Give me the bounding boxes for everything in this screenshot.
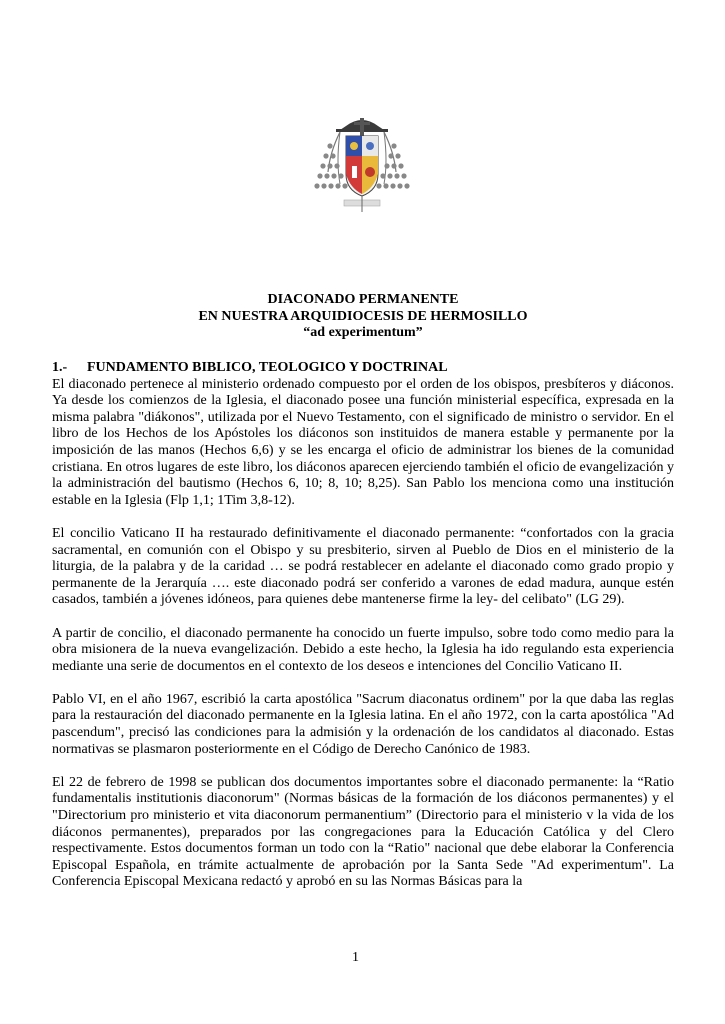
- document-body: [52, 360, 674, 908]
- paragraph: Pablo VI, en el año 1967, escribió la carta apostólica "Sacrum diaconatus ordinem" por la que daba las reglas para la restauración del diaconado permanente en la Iglesia latina. En el año 1972, con la carta apostólica "Ad pascendum", precisó las condiciones para la admisión y la ordenación de los candidatos al diaconado. Estas normativas se plasmaron posteriormente en el Código de Derecho Canónico de 1983.: [52, 691, 674, 757]
- paragraph: El 22 de febrero de 1998 se publican dos documentos importantes sobre el diaconado permanente: la “Ratio fundamentalis institutionis diaconorum" (Normas básicas de la formación de los diáconos permanentes) y el "Directorium pro ministerio et vita diaconorum permanentium” (Directorio para el ministerio v la vida de los diáconos permanentes), preparados por las congregaciones para la Educación Católica y del Clero respectivamente. Estos documentos forman un todo con la “Ratio" nacional que debe elaborar la Conferencia Episcopal Española, en trámite actualmente de aprobación por la Santa Sede "Ad experimentum". La Conferencia Episcopal Mexicana redactó y aprobó en su las Normas Básicas para la: [52, 774, 674, 890]
- section-number: 1.-: [52, 360, 68, 375]
- paragraph: El concilio Vaticano II ha restaurado definitivamente el diaconado permanente: “confortados con la gracia sacramental, en comunión con el Obispo y su presbiterio, sirven al Pueblo de Dios en el ministerio de la liturgia, de la palabra y de la caridad … se podrá restablecer en adelante el diaconado como grado propio y permanente de la Jerarquía …. este diaconado podrá ser conferido a varones de edad madura, aunque estén casados, también a jóvenes idóneos, para quienes debe mantenerse firme la ley- del celibato" (LG 29).: [52, 525, 674, 608]
- archdiocese-coat-of-arms-icon: [306, 112, 418, 224]
- title-line-2: EN NUESTRA ARQUIDIOCESIS DE HERMOSILLO: [198, 308, 528, 324]
- document-title: [52, 292, 674, 342]
- section-heading: [52, 360, 674, 377]
- paragraph: A partir de concilio, el diaconado permanente ha conocido un fuerte impulso, sobre todo como medio para la obra misionera de la nueva evangelización. Debido a este hecho, la Iglesia ha ido regulando esta experiencia mediante una serie de documentos en el contexto de los deseos e intenciones del Concilio Vaticano II.: [52, 625, 674, 674]
- title-line-1: DIACONADO PERMANENTE: [267, 292, 459, 307]
- section-heading-text: FUNDAMENTO BIBLICO, TEOLOGICO Y DOCTRINAL: [87, 360, 448, 375]
- page-number: 1: [352, 950, 359, 965]
- title-line-3: “ad experimentum”: [303, 325, 423, 341]
- paragraph: El diaconado pertenece al ministerio ordenado compuesto por el orden de los obispos, presbíteros y diáconos. Ya desde los comienzos de la Iglesia, el diaconado posee una función ministerial específica, expresada en la misma palabra "diákonos", utilizada por el Nuevo Testamento, con el significado de ministro o servidor. En el libro de los Hechos de los Apóstoles los diáconos son instituidos de manera estable y permanente por la imposición de las manos (Hechos 6,6) y se les encarga el oficio de administrar los bienes de la comunidad cristiana. En otros lugares de este libro, los diáconos aparecen ejerciendo también el oficio de evangelización y la administración del bautismo (Hechos 6, 10; 8, 10; 8,25). San Pablo los menciona como una institución estable en la Iglesia (Flp 1,1; 1Tim 3,8-12).: [52, 376, 674, 508]
